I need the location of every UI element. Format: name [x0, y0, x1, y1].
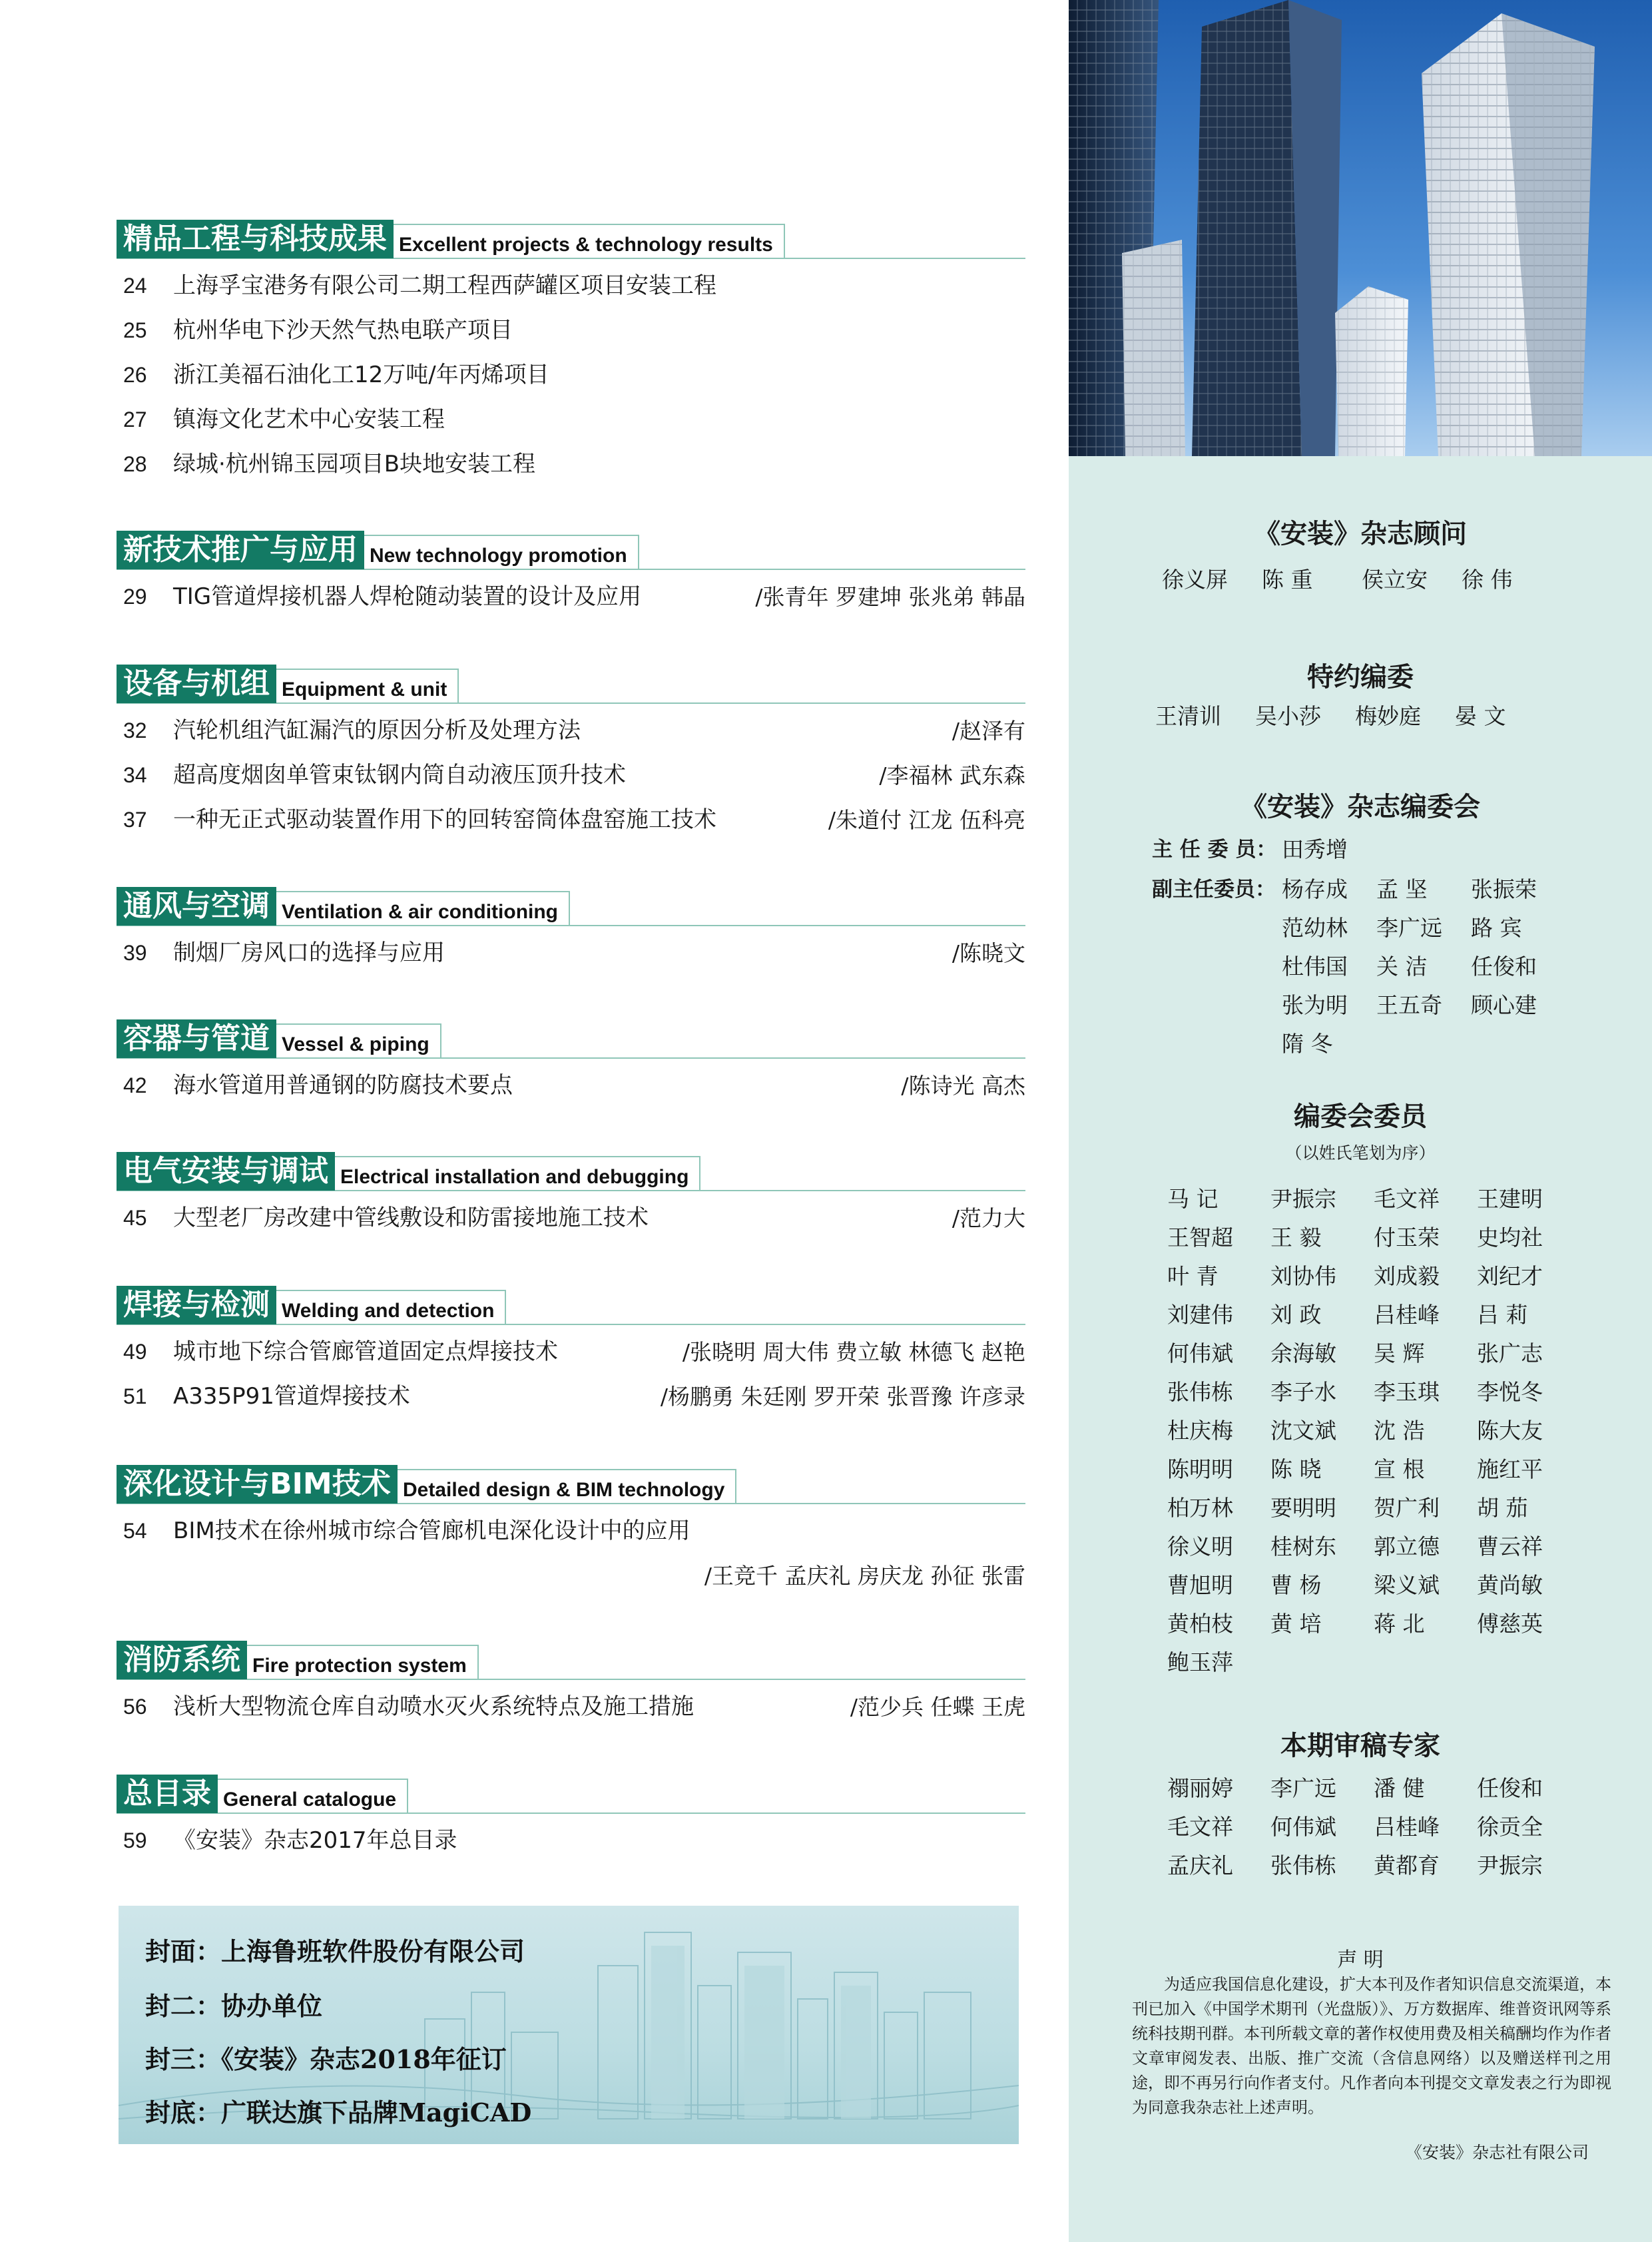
toc-section [117, 220, 1025, 487]
cover-front-credit: 封面：上海鲁班软件股份有限公司 [145, 1936, 525, 1966]
page-number: 27 [123, 408, 147, 431]
advisors-heading: 《安装》杂志顾问 [1254, 519, 1467, 549]
reviewer-name: 禤丽婷 [1167, 1775, 1233, 1801]
toc-entry[interactable] [117, 708, 1025, 753]
toc-entry[interactable] [117, 398, 1025, 442]
special-editor-name: 吴小莎 [1255, 703, 1321, 729]
vice-director-name: 任俊和 [1471, 954, 1537, 980]
toc-section [117, 1641, 1025, 1729]
member-name: 傅慈英 [1477, 1611, 1543, 1637]
editorial-board-heading: 《安装》杂志编委会 [1240, 792, 1480, 822]
member-name: 郭立德 [1374, 1534, 1440, 1559]
reviewer-name: 何伟斌 [1270, 1814, 1336, 1840]
page-number: 29 [123, 585, 147, 609]
member-name: 蒋 北 [1374, 1611, 1425, 1637]
toc-section [117, 1152, 1025, 1241]
member-name: 沈 浩 [1374, 1418, 1425, 1444]
section-title-zh: 消防系统 [117, 1641, 247, 1679]
article-title: 上海孚宝港务有限公司二期工程西萨罐区项目安装工程 [173, 272, 716, 299]
page-number: 56 [123, 1695, 147, 1719]
article-authors: /朱道付 江龙 伍科亮 [828, 807, 1025, 833]
section-title-en: Equipment & unit [276, 669, 459, 703]
member-name: 吕 莉 [1477, 1302, 1528, 1328]
advisor-name: 徐 伟 [1462, 567, 1513, 593]
toc-entry[interactable] [117, 1330, 1025, 1374]
toc-section [117, 887, 1025, 976]
member-name: 杜庆梅 [1167, 1418, 1233, 1444]
member-name: 曹云祥 [1477, 1534, 1543, 1559]
section-title-zh: 容器与管道 [117, 1019, 276, 1058]
reviewer-name: 张伟栋 [1270, 1852, 1336, 1878]
member-name: 陈 晓 [1270, 1456, 1322, 1482]
director-name: 田秀增 [1282, 836, 1348, 862]
member-name: 陈明明 [1167, 1456, 1233, 1482]
member-name: 桂树东 [1270, 1534, 1336, 1559]
member-name: 徐义明 [1167, 1534, 1233, 1559]
member-name: 李子水 [1270, 1379, 1336, 1405]
member-name: 刘纪才 [1477, 1263, 1543, 1289]
article-authors: /李福林 武东森 [879, 762, 1025, 788]
section-title-zh: 电气安装与调试 [117, 1152, 335, 1191]
vice-director-name: 张振荣 [1471, 876, 1537, 902]
article-title: 绿城·杭州锦玉园项目B块地安装工程 [173, 451, 536, 477]
article-title: 镇海文化艺术中心安装工程 [173, 406, 445, 433]
toc-entry[interactable] [117, 753, 1025, 798]
member-name: 叶 青 [1167, 1263, 1219, 1289]
section-header [117, 1641, 1025, 1679]
cover-credits-box [119, 1906, 1019, 2144]
vice-director-name: 张为明 [1282, 992, 1348, 1018]
section-header [117, 1286, 1025, 1324]
vice-director-name: 王五奇 [1376, 992, 1442, 1018]
section-title-zh: 通风与空调 [117, 887, 276, 926]
toc-entry[interactable] [117, 798, 1025, 842]
cover-second-credit: 封二：协办单位 [145, 1991, 323, 2021]
reviewer-name: 毛文祥 [1167, 1814, 1233, 1840]
special-editor-name: 王清训 [1155, 703, 1221, 729]
vice-director-name: 范幼林 [1282, 915, 1348, 941]
member-name: 曹旭明 [1167, 1572, 1233, 1598]
reviewer-name: 孟庆礼 [1167, 1852, 1233, 1878]
article-authors: /陈诗光 高杰 [901, 1073, 1025, 1099]
toc-section [117, 1286, 1025, 1419]
section-header [117, 220, 1025, 258]
article-authors: /张青年 罗建坤 张兆弟 韩晶 [755, 584, 1025, 610]
article-title: 浅析大型物流仓库自动喷水灭火系统特点及施工措施 [173, 1693, 694, 1720]
member-name: 梁义斌 [1374, 1572, 1440, 1598]
member-name: 王建明 [1477, 1186, 1543, 1212]
vice-director-name: 路 宾 [1471, 915, 1522, 941]
article-title: BIM技术在徐州城市综合管廊机电深化设计中的应用 [173, 1518, 690, 1544]
member-name: 马 记 [1167, 1186, 1219, 1212]
article-title: 浙江美福石油化工12万吨/年丙烯项目 [173, 362, 549, 388]
page-number: 34 [123, 763, 147, 787]
section-title-en: Electrical installation and debugging [335, 1156, 700, 1191]
notice-signature: 《安装》杂志社有限公司 [1405, 2143, 1589, 2162]
section-header [117, 1465, 1025, 1504]
toc-section [117, 1775, 1025, 1863]
special-editor-name: 梅妙庭 [1355, 703, 1421, 729]
member-name: 黄尚敏 [1477, 1572, 1543, 1598]
section-title-zh: 新技术推广与应用 [117, 531, 364, 569]
vice-director-name: 孟 坚 [1376, 876, 1428, 902]
toc-section [117, 531, 1025, 619]
toc-section [117, 1465, 1025, 1598]
members-subtitle: （以姓氏笔划为序） [1285, 1143, 1436, 1163]
member-name: 陈大友 [1477, 1418, 1543, 1444]
section-title-zh: 设备与机组 [117, 665, 276, 703]
vice-director-name: 李广远 [1376, 915, 1442, 941]
section-title-zh: 焊接与检测 [117, 1286, 276, 1324]
reviewers-heading: 本期审稿专家 [1280, 1731, 1440, 1761]
member-name: 张伟栋 [1167, 1379, 1233, 1405]
vice-director-label: 副主任委员： [1152, 878, 1276, 902]
member-name: 付玉荣 [1374, 1225, 1440, 1251]
article-title: TIG管道焊接机器人焊枪随动装置的设计及应用 [173, 583, 642, 610]
page-number: 45 [123, 1206, 147, 1230]
article-title: 大型老厂房改建中管线敷设和防雷接地施工技术 [173, 1205, 649, 1231]
section-title-zh: 深化设计与BIM技术 [117, 1465, 398, 1504]
article-title: 《安装》杂志2017年总目录 [173, 1827, 457, 1854]
page-number: 54 [123, 1519, 147, 1543]
article-title: 制烟厂房风口的选择与应用 [173, 940, 445, 966]
member-name: 刘协伟 [1270, 1263, 1336, 1289]
member-name: 张广志 [1477, 1340, 1543, 1366]
article-authors: /张晓明 周大伟 费立敏 林德飞 赵艳 [682, 1339, 1025, 1365]
advisor-name: 陈 重 [1262, 567, 1313, 593]
reviewer-name: 黄都育 [1374, 1852, 1440, 1878]
vice-director-name: 顾心建 [1471, 992, 1537, 1018]
section-header [117, 531, 1025, 569]
toc-entry[interactable] [117, 1685, 1025, 1729]
reviewer-name: 吕桂峰 [1374, 1814, 1440, 1840]
section-title-en: Detailed design & BIM technology [398, 1469, 736, 1504]
article-authors: /王竞千 孟庆礼 房庆龙 孙征 张雷 [704, 1563, 1025, 1589]
toc-entry[interactable] [117, 1374, 1025, 1419]
member-name: 吕桂峰 [1374, 1302, 1440, 1328]
section-header [117, 1152, 1025, 1191]
reviewer-name: 任俊和 [1477, 1775, 1543, 1801]
member-name: 李玉琪 [1374, 1379, 1440, 1405]
advisor-name: 侯立安 [1362, 567, 1428, 593]
member-name: 宣 根 [1374, 1456, 1425, 1482]
article-authors: /赵泽有 [952, 718, 1025, 744]
special-editor-name: 晏 文 [1455, 703, 1506, 729]
article-title: A335P91管道焊接技术 [173, 1383, 410, 1410]
section-header [117, 1019, 1025, 1058]
member-name: 贺广利 [1374, 1495, 1440, 1521]
toc-entry[interactable] [117, 1553, 1025, 1598]
member-name: 曹 杨 [1270, 1572, 1322, 1598]
page-number: 59 [123, 1828, 147, 1852]
director-label: 主 任 委 员： [1152, 838, 1277, 862]
section-title-en: Vessel & piping [276, 1023, 441, 1058]
member-name: 何伟斌 [1167, 1340, 1233, 1366]
reviewer-name: 潘 健 [1374, 1775, 1425, 1801]
member-name: 尹振宗 [1270, 1186, 1336, 1212]
member-name: 黄柏枝 [1167, 1611, 1233, 1637]
section-header [117, 887, 1025, 926]
toc-entry[interactable] [117, 1196, 1025, 1241]
member-name: 黄 培 [1270, 1611, 1322, 1637]
notice-body: 为适应我国信息化建设，扩大本刊及作者知识信息交流渠道，本刊已加入《中国学术期刊（光盘版）》、万方数据库、维普资讯网等系统科技期刊群。本刊所载文章的著作权使用费及相关稿酬均作为作者文章审阅发表、出版、推广交流（含信息网络）以及赠送样刊之用途，即不再另行向作者支付。凡作者向本刊提交文章发表之行为即视为同意我杂志社上述声明。 [1132, 1975, 1611, 2117]
section-title-zh: 总目录 [117, 1775, 218, 1813]
member-name: 鲍玉萍 [1167, 1649, 1233, 1675]
article-title: 一种无正式驱动装置作用下的回转窑筒体盘窑施工技术 [173, 806, 716, 833]
notice-title: 声 明 [1337, 1948, 1384, 1972]
member-name: 柏万林 [1167, 1495, 1233, 1521]
toc-entry[interactable] [117, 575, 1025, 619]
section-title-en: Excellent projects & technology results [394, 224, 785, 258]
member-name: 施红平 [1477, 1456, 1543, 1482]
page-number: 32 [123, 718, 147, 742]
member-name: 余海敏 [1270, 1340, 1336, 1366]
skyscraper-photo [1069, 0, 1652, 456]
member-name: 刘成毅 [1374, 1263, 1440, 1289]
member-name: 刘建伟 [1167, 1302, 1233, 1328]
vice-director-name: 隋 冬 [1282, 1031, 1333, 1057]
toc-entry[interactable] [117, 442, 1025, 487]
member-name: 史均社 [1477, 1225, 1543, 1251]
section-header [117, 665, 1025, 703]
toc-entry[interactable] [117, 264, 1025, 308]
toc-section [117, 665, 1025, 842]
member-name: 李悦冬 [1477, 1379, 1543, 1405]
member-name: 要明明 [1270, 1495, 1336, 1521]
article-authors: /陈晓文 [952, 940, 1025, 966]
reviewer-name: 徐贡全 [1477, 1814, 1543, 1840]
page-number: 26 [123, 363, 147, 387]
article-title: 汽轮机组汽缸漏汽的原因分析及处理方法 [173, 717, 581, 744]
members-heading: 编委会委员 [1294, 1101, 1427, 1132]
page-number: 28 [123, 452, 147, 476]
section-title-en: Welding and detection [276, 1290, 506, 1324]
special-editors-heading: 特约编委 [1307, 662, 1414, 693]
page-number: 24 [123, 274, 147, 298]
page-number: 49 [123, 1340, 147, 1364]
article-authors: /范少兵 任蝶 王虎 [850, 1694, 1025, 1720]
member-name: 王智超 [1167, 1225, 1233, 1251]
member-name: 王 毅 [1270, 1225, 1322, 1251]
cover-third-credit: 封三：《安装》杂志2018年征订 [145, 2044, 507, 2074]
vice-director-name: 杜伟国 [1282, 954, 1348, 980]
page-number: 25 [123, 318, 147, 342]
article-title: 海水管道用普通钢的防腐技术要点 [173, 1072, 513, 1099]
section-title-en: New technology promotion [364, 535, 639, 569]
article-title: 城市地下综合管廊管道固定点焊接技术 [173, 1338, 558, 1365]
article-authors: /杨鹏勇 朱廷刚 罗开荣 张晋豫 许彦录 [660, 1384, 1025, 1410]
section-title-en: General catalogue [218, 1779, 408, 1813]
toc-entry[interactable] [117, 353, 1025, 398]
article-title: 超高度烟囱单管束钛钢内筒自动液压顶升技术 [173, 762, 626, 788]
member-name: 胡 茄 [1477, 1495, 1528, 1521]
section-title-en: Fire protection system [247, 1645, 479, 1679]
toc-entry[interactable] [117, 308, 1025, 353]
member-name: 沈文斌 [1270, 1418, 1336, 1444]
member-name: 吴 辉 [1374, 1340, 1425, 1366]
advisor-name: 徐义屏 [1162, 567, 1228, 593]
page-number: 37 [123, 808, 147, 832]
toc-entry[interactable] [117, 1509, 1025, 1553]
member-name: 毛文祥 [1374, 1186, 1440, 1212]
toc-entry[interactable] [117, 1819, 1025, 1863]
toc-entry[interactable] [117, 1063, 1025, 1108]
reviewer-name: 李广远 [1270, 1775, 1336, 1801]
article-authors: /范力大 [952, 1205, 1025, 1231]
vice-director-name: 杨存成 [1282, 876, 1348, 902]
cover-back-credit: 封底：广联达旗下品牌MagiCAD [145, 2098, 532, 2127]
article-title: 杭州华电下沙天然气热电联产项目 [173, 317, 513, 344]
page-number: 39 [123, 941, 147, 965]
section-header [117, 1775, 1025, 1813]
member-name: 刘 政 [1270, 1302, 1322, 1328]
vice-director-name: 关 洁 [1376, 954, 1428, 980]
editorial-sidebar [1069, 0, 1652, 2242]
reviewer-name: 尹振宗 [1477, 1852, 1543, 1878]
section-title-en: Ventilation & air conditioning [276, 891, 570, 926]
page-number: 42 [123, 1073, 147, 1097]
page-number: 51 [123, 1384, 147, 1408]
section-title-zh: 精品工程与科技成果 [117, 220, 394, 258]
toc-entry[interactable] [117, 931, 1025, 976]
toc-section [117, 1019, 1025, 1108]
